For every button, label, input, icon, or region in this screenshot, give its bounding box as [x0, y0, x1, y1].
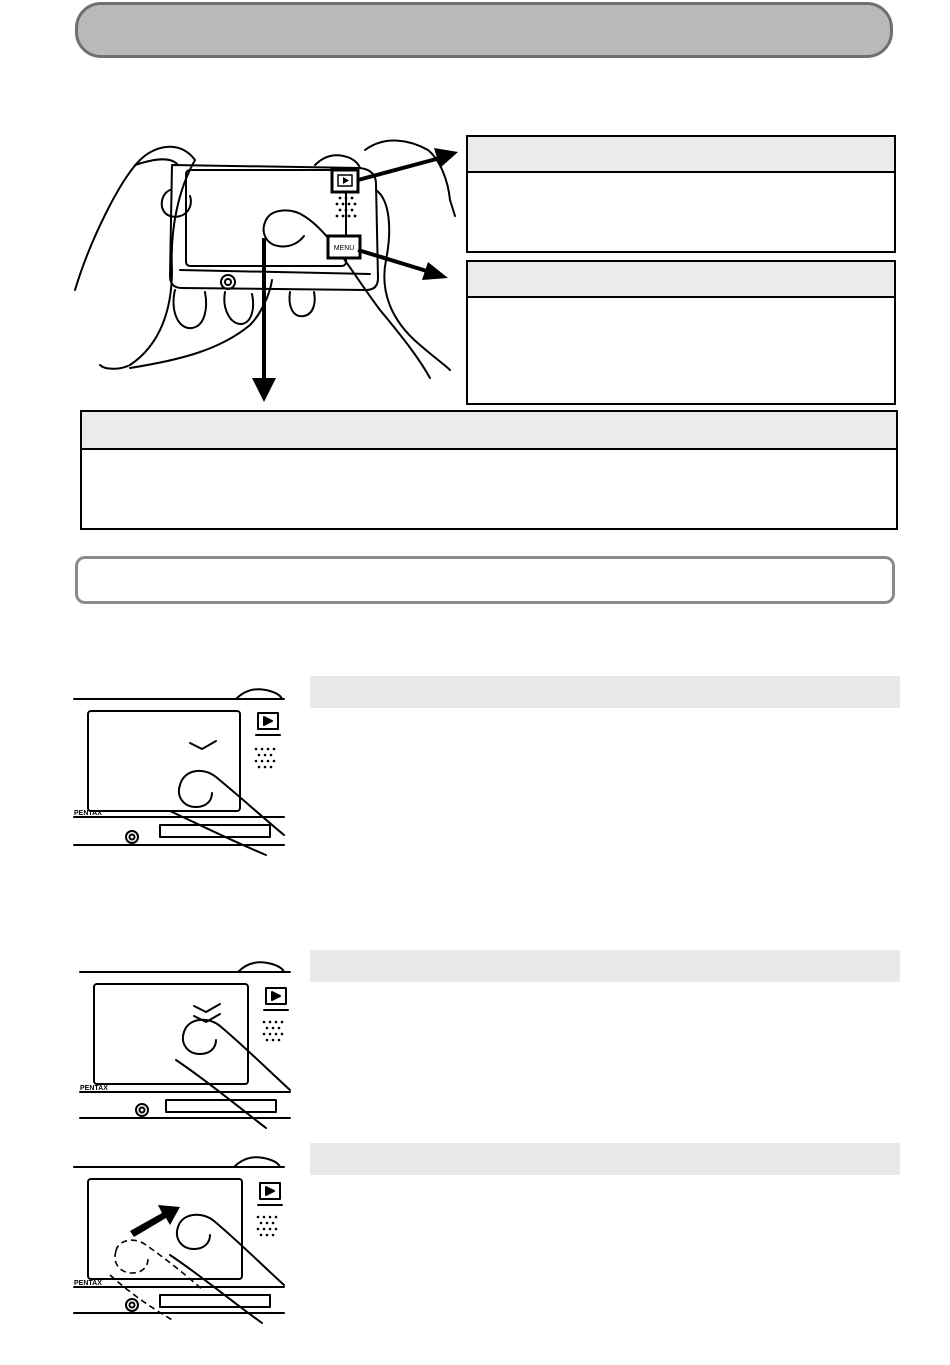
gesture-tap-illustration: [70, 685, 290, 860]
left-hand-outline: [75, 147, 195, 369]
touch-screen-callout-heading: [82, 412, 896, 450]
drag-arrow-icon: [130, 1205, 180, 1237]
section-heading-pill: [75, 556, 895, 604]
brand-mark: PENTAX: [80, 1085, 108, 1092]
gesture-double-tap-band: [310, 950, 900, 982]
page-title-bar: [75, 2, 893, 58]
playback-button-callout: [466, 135, 896, 253]
ghost-finger-outline: [110, 1240, 204, 1321]
gesture-double-tap-illustration: [76, 960, 296, 1132]
menu-button-callout: [466, 260, 896, 405]
menu-key-label: MENU: [333, 245, 355, 252]
brand-mark: PENTAX: [74, 1280, 102, 1287]
menu-callout-heading: [468, 262, 894, 298]
touch-screen-callout: [80, 410, 898, 530]
gesture-drag-illustration: [70, 1155, 290, 1327]
playback-callout-heading: [468, 137, 894, 173]
gesture-drag-band: [310, 1143, 900, 1175]
camera-hands-illustration: [60, 120, 480, 410]
gesture-tap-band: [310, 676, 900, 708]
brand-mark: PENTAX: [74, 810, 102, 817]
